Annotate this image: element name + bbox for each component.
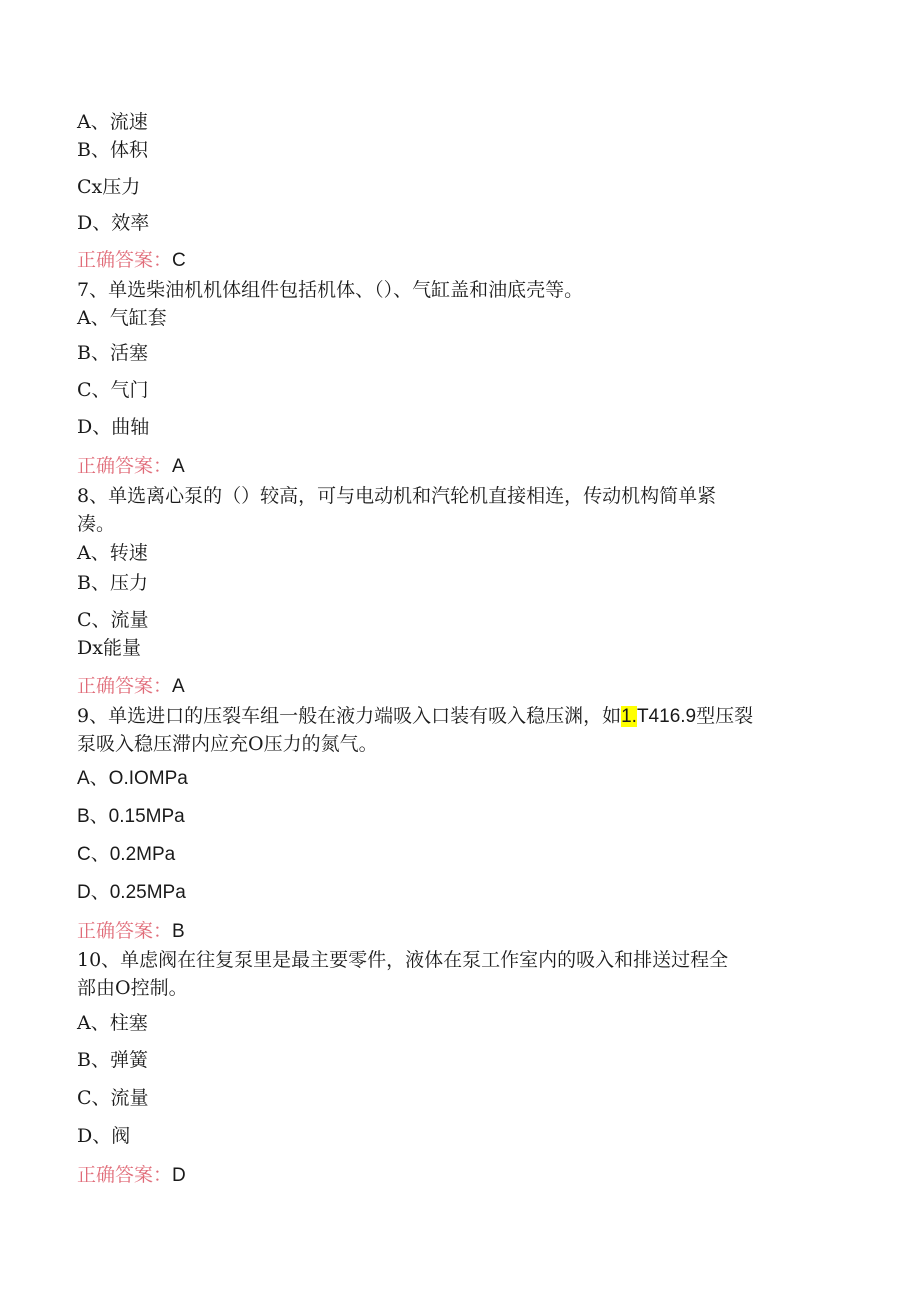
q9-question-line2: 泵吸入稳压滞内应充O压力的氮气。	[77, 733, 378, 755]
q9-option-b: B、0.15MPa	[77, 806, 185, 827]
q10-option-a: A、柱塞	[77, 1012, 148, 1034]
q7-question: 7、单选柴油机机体组件包括机体、（）、气缸盖和油底壳等。	[77, 279, 584, 301]
answer-value: D	[172, 1165, 186, 1186]
q7-answer	[77, 453, 185, 480]
answer-value: A	[172, 676, 185, 697]
q10-option-c: C、流量	[77, 1087, 149, 1109]
q9-option-d: D、0.25MPa	[77, 882, 186, 903]
q6-option-c: Cx压力	[77, 176, 141, 198]
q8-answer	[77, 673, 185, 700]
answer-label: 正确答案：	[77, 920, 173, 942]
q8-option-a: A、转速	[77, 542, 148, 564]
answer-label: 正确答案：	[77, 1164, 173, 1186]
q7-option-d: D、曲轴	[77, 416, 150, 438]
q6-option-a: A、流速	[77, 111, 148, 133]
q7-option-c: C、气门	[77, 379, 149, 401]
q9-question-line1	[77, 703, 753, 730]
q10-option-d: D、阀	[77, 1125, 131, 1147]
q9-highlighted-text: 1.	[621, 706, 637, 727]
q8-option-d: Dx能量	[77, 637, 141, 659]
q8-question-line2: 凑。	[77, 513, 116, 535]
q10-option-b: B、弹簧	[77, 1049, 148, 1071]
q6-option-b: B、体积	[77, 139, 148, 161]
answer-label: 正确答案：	[77, 455, 173, 477]
answer-value: B	[172, 921, 185, 942]
answer-value: C	[172, 250, 186, 271]
answer-value: A	[172, 456, 185, 477]
answer-label: 正确答案：	[77, 249, 173, 271]
q8-question-line1: 8、单选离心泵的（）较高，可与电动机和汽轮机直接相连，传动机构简单紧	[77, 485, 717, 507]
answer-label: 正确答案：	[77, 675, 173, 697]
q10-question-line1: 10、单虑阀在往复泵里是最主要零件，液体在泵工作室内的吸入和排送过程全	[77, 949, 729, 971]
q7-option-b: B、活塞	[77, 342, 148, 364]
q6-option-d: D、效率	[77, 212, 150, 234]
q9-answer	[77, 918, 185, 945]
q8-option-c: C、流量	[77, 609, 149, 631]
q9-option-c: C、0.2MPa	[77, 844, 176, 865]
q9-text-before: 9、单选进口的压裂车组一般在液力端吸入口装有吸入稳压渊，如	[77, 705, 622, 727]
q7-option-a: A、气缸套	[77, 307, 167, 329]
q8-option-b: B、压力	[77, 572, 148, 594]
q10-answer	[77, 1162, 186, 1189]
q10-question-line2: 部由O控制。	[77, 977, 188, 999]
q6-answer	[77, 247, 186, 274]
q9-text-after: T416.9型压裂	[636, 706, 754, 727]
q9-option-a: A、O.IOMPa	[77, 768, 188, 789]
